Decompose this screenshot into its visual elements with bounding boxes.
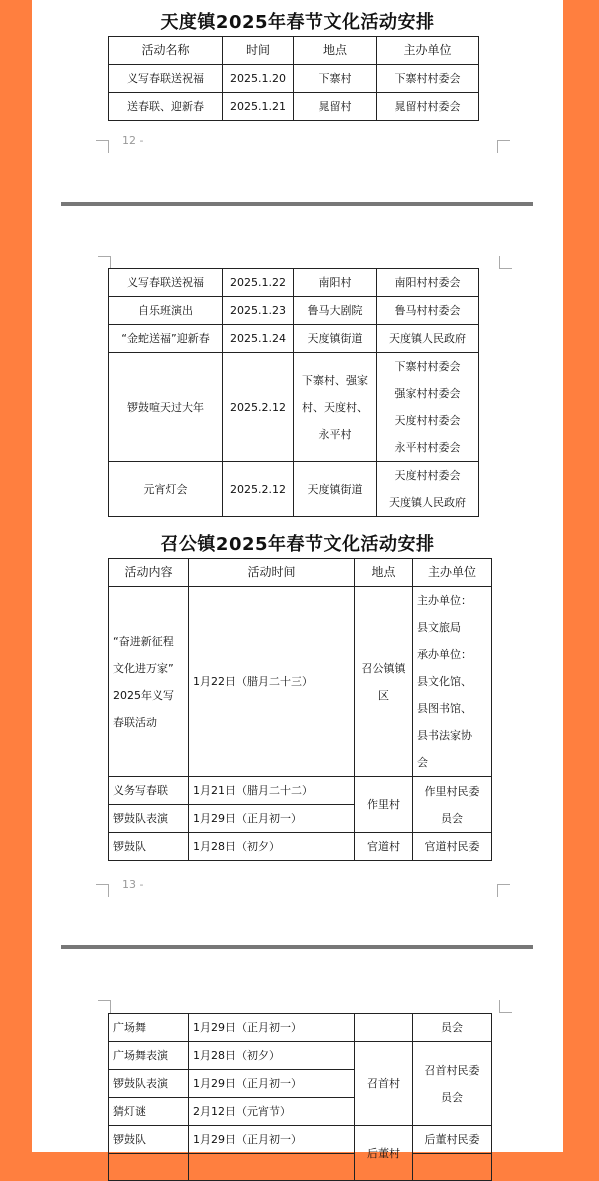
cell: 2025.2.12 bbox=[223, 353, 294, 462]
cell-line: 主办单位： bbox=[417, 594, 472, 607]
table-row bbox=[109, 353, 479, 462]
cell: 义务写春联 bbox=[109, 777, 189, 805]
cell bbox=[294, 353, 377, 462]
cell: 广场舞表演 bbox=[109, 1042, 189, 1070]
cell-line: 永平村村委会 bbox=[394, 441, 461, 454]
table-row bbox=[109, 1042, 492, 1070]
cell-line: 作里村民委 bbox=[424, 784, 480, 798]
cell-line: 强家村村委会 bbox=[394, 387, 461, 400]
cell: 天度镇人民政府 bbox=[377, 325, 479, 353]
cell: 元宵灯会 bbox=[109, 462, 223, 517]
page-separator bbox=[61, 202, 533, 206]
table-row bbox=[109, 1154, 492, 1181]
cell bbox=[355, 1014, 413, 1042]
header-cell: 地点 bbox=[355, 559, 413, 587]
cell: 义写春联送祝福 bbox=[109, 269, 223, 297]
cell-line: 2025年义写 bbox=[113, 688, 174, 702]
cell: 员会 bbox=[413, 1014, 492, 1042]
cell: 后董村民委 bbox=[413, 1126, 492, 1154]
cell: “金蛇送福”迎新春 bbox=[109, 325, 223, 353]
cell-line: 县文化馆、 bbox=[417, 675, 472, 688]
cell-line: 县图书馆、 bbox=[417, 702, 472, 715]
table-row bbox=[109, 1126, 492, 1154]
page-separator bbox=[61, 945, 533, 949]
cell: 后董村 bbox=[355, 1126, 413, 1181]
margin-mark bbox=[497, 140, 510, 153]
cell: 官道村民委 bbox=[413, 833, 492, 861]
cell: 2025.1.24 bbox=[223, 325, 294, 353]
cell: 1月28日（初夕） bbox=[189, 1042, 355, 1070]
cell: 锣鼓队 bbox=[109, 1126, 189, 1154]
cell: 下寨村 bbox=[294, 65, 377, 93]
cell-line: 召公镇镇 bbox=[361, 661, 406, 675]
margin-mark bbox=[98, 1000, 111, 1013]
cell-line: 文化进万家” bbox=[113, 661, 174, 675]
cell: 2月12日（元宵节） bbox=[189, 1098, 355, 1126]
cell: 锣鼓队表演 bbox=[109, 1070, 189, 1098]
cell: 送春联、迎新春 bbox=[109, 93, 223, 121]
cell: 1月29日（正月初一） bbox=[189, 1126, 355, 1154]
margin-mark bbox=[96, 884, 109, 897]
table-header-row bbox=[109, 559, 492, 587]
table-zhaogong-part1 bbox=[108, 558, 492, 861]
cell bbox=[355, 587, 413, 777]
cell: 自乐班演出 bbox=[109, 297, 223, 325]
cell-line: 下寨村、强家 bbox=[302, 373, 368, 387]
table-row bbox=[109, 587, 492, 777]
cell: 1月29日（正月初一） bbox=[189, 1070, 355, 1098]
cell-line: 区 bbox=[378, 688, 389, 702]
cell: 锣鼓队表演 bbox=[109, 805, 189, 833]
cell-line: 天度镇人民政府 bbox=[389, 496, 466, 509]
table-row bbox=[109, 777, 492, 805]
table-row bbox=[109, 833, 492, 861]
cell bbox=[413, 587, 492, 777]
cell: 锣鼓队 bbox=[109, 833, 189, 861]
header-cell: 活动名称 bbox=[109, 37, 223, 65]
table-zhaogong-part2 bbox=[108, 1013, 492, 1181]
page-title-tiandu: 天度镇2025年春节文化活动安排 bbox=[160, 12, 435, 33]
cell-line: 县书法家协 bbox=[417, 729, 472, 742]
table-row bbox=[109, 462, 479, 517]
cell-line: 会 bbox=[417, 756, 428, 769]
cell-line: 员会 bbox=[441, 811, 463, 825]
cell: 晁留村 bbox=[294, 93, 377, 121]
cell: 南阳村村委会 bbox=[377, 269, 479, 297]
header-cell: 主办单位 bbox=[377, 37, 479, 65]
cell: 2025.2.12 bbox=[223, 462, 294, 517]
margin-mark bbox=[499, 256, 512, 269]
cell: 天度镇街道 bbox=[294, 325, 377, 353]
cell: 南阳村 bbox=[294, 269, 377, 297]
cell: 1月21日（腊月二十二） bbox=[189, 777, 355, 805]
table-row bbox=[109, 269, 479, 297]
cell-line: “奋进新征程 bbox=[113, 634, 174, 648]
cell-line: 下寨村村委会 bbox=[394, 360, 461, 373]
page-number: 12 - bbox=[122, 134, 144, 147]
cell: 猜灯谜 bbox=[109, 1098, 189, 1126]
margin-mark bbox=[96, 140, 109, 153]
cell-line: 承办单位： bbox=[417, 648, 472, 661]
cell-line: 村、天度村、 bbox=[302, 400, 368, 414]
table-row bbox=[109, 1014, 492, 1042]
table-row bbox=[109, 325, 479, 353]
margin-mark bbox=[497, 884, 510, 897]
cell: 鲁马村村委会 bbox=[377, 297, 479, 325]
cell: 天度镇街道 bbox=[294, 462, 377, 517]
cell bbox=[377, 462, 479, 517]
cell: 1月29日（正月初一） bbox=[189, 805, 355, 833]
cell-line: 天度村村委会 bbox=[394, 469, 461, 482]
page-number: 13 - bbox=[122, 878, 144, 891]
cell: 鲁马大剧院 bbox=[294, 297, 377, 325]
cell: 召首村 bbox=[355, 1042, 413, 1126]
cell bbox=[109, 587, 189, 777]
cell: 义写春联送祝福 bbox=[109, 65, 223, 93]
cell: 1月29日（正月初一） bbox=[189, 1014, 355, 1042]
cell bbox=[109, 1154, 189, 1181]
cell-line: 县文旅局 bbox=[417, 621, 461, 634]
cell-line: 召首村民委 bbox=[424, 1063, 480, 1077]
cell: 作里村 bbox=[355, 777, 413, 833]
header-cell: 主办单位 bbox=[413, 559, 492, 587]
cell: 晁留村村委会 bbox=[377, 93, 479, 121]
cell: 1月22日（腊月二十三） bbox=[189, 587, 355, 777]
cell: 2025.1.22 bbox=[223, 269, 294, 297]
cell-line: 永平村 bbox=[318, 427, 352, 441]
cell: 2025.1.20 bbox=[223, 65, 294, 93]
cell bbox=[413, 1154, 492, 1181]
table-header-row bbox=[109, 37, 479, 65]
cell bbox=[189, 1154, 355, 1181]
cell: 2025.1.23 bbox=[223, 297, 294, 325]
table-tiandu-part2 bbox=[108, 268, 479, 517]
header-cell: 活动时间 bbox=[189, 559, 355, 587]
table-tiandu-part1 bbox=[108, 36, 479, 121]
cell: 2025.1.21 bbox=[223, 93, 294, 121]
margin-mark bbox=[499, 1000, 512, 1013]
cell bbox=[413, 777, 492, 833]
header-cell: 地点 bbox=[294, 37, 377, 65]
cell bbox=[413, 1042, 492, 1126]
cell: 官道村 bbox=[355, 833, 413, 861]
cell: 下寨村村委会 bbox=[377, 65, 479, 93]
table-row bbox=[109, 297, 479, 325]
cell bbox=[377, 353, 479, 462]
cell-line: 天度村村委会 bbox=[394, 414, 461, 427]
cell: 锣鼓喧天过大年 bbox=[109, 353, 223, 462]
cell: 广场舞 bbox=[109, 1014, 189, 1042]
table-row bbox=[109, 93, 479, 121]
cell-line: 员会 bbox=[441, 1090, 463, 1104]
table-row bbox=[109, 65, 479, 93]
document-viewport[interactable] bbox=[32, 0, 563, 1160]
page-title-zhaogong: 召公镇2025年春节文化活动安排 bbox=[160, 534, 435, 555]
cell: 1月28日（初夕） bbox=[189, 833, 355, 861]
cell-line: 春联活动 bbox=[113, 715, 157, 729]
header-cell: 活动内容 bbox=[109, 559, 189, 587]
header-cell: 时间 bbox=[223, 37, 294, 65]
